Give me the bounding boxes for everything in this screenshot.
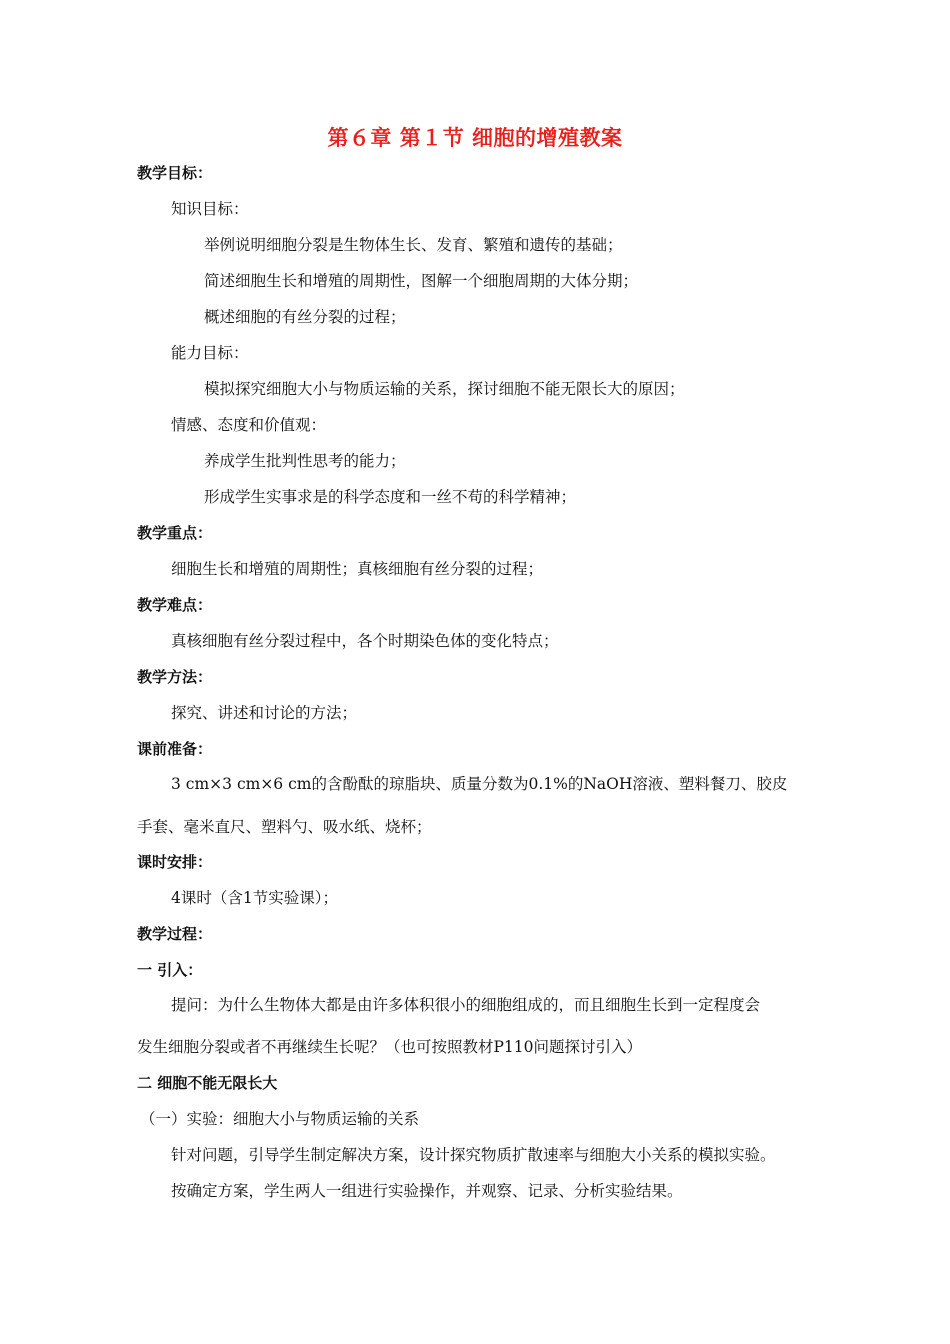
knowledge-item: 举例说明细胞分裂是生物体生长、发育、繁殖和遗传的基础；: [204, 236, 623, 254]
emotion-item: 养成学生批判性思考的能力；: [204, 452, 406, 470]
knowledge-item: 简述细胞生长和增殖的周期性，图解一个细胞周期的大体分期；: [204, 272, 639, 290]
knowledge-objectives-label: 知识目标：: [171, 200, 249, 218]
document-title: 第６章 第１节 细胞的增殖教案: [327, 126, 623, 150]
intro-heading: 一 引入：: [137, 961, 203, 979]
section2-paragraph: 按确定方案，学生两人一组进行实验操作，并观察、记录、分析实验结果。: [171, 1182, 683, 1200]
intro-text-line2: 发生细胞分裂或者不再继续生长呢？（也可按照教材P110问题探讨引入）: [137, 1038, 643, 1056]
preparation-text-line2: 手套、毫米直尺、塑料勺、吸水纸、烧杯；: [137, 818, 432, 836]
key-points-text: 细胞生长和增殖的周期性；真核细胞有丝分裂的过程；: [171, 560, 544, 578]
methods-heading: 教学方法：: [137, 668, 213, 686]
knowledge-item: 概述细胞的有丝分裂的过程；: [204, 308, 406, 326]
methods-text: 探究、讲述和讨论的方法；: [171, 704, 358, 722]
section2-heading: 二 细胞不能无限长大: [137, 1074, 278, 1092]
objectives-heading: 教学目标：: [137, 164, 213, 182]
preparation-heading: 课前准备：: [137, 740, 213, 758]
process-heading: 教学过程：: [137, 925, 213, 943]
emotion-item: 形成学生实事求是的科学态度和一丝不苟的科学精神；: [204, 488, 577, 506]
ability-item: 模拟探究细胞大小与物质运输的关系，探讨细胞不能无限长大的原因；: [204, 380, 685, 398]
schedule-text: 4课时（含1节实验课）；: [171, 889, 338, 907]
section2-paragraph: 针对问题，引导学生制定解决方案，设计探究物质扩散速率与细胞大小关系的模拟实验。: [171, 1146, 776, 1164]
key-points-heading: 教学重点：: [137, 524, 213, 542]
preparation-text-line1: 3 cm×3 cm×6 cm的含酚酞的琼脂块、质量分数为0.1%的NaOH溶液、塑料餐刀、胶皮: [171, 775, 788, 793]
difficulties-heading: 教学难点：: [137, 596, 213, 614]
schedule-heading: 课时安排：: [137, 853, 213, 871]
difficulties-text: 真核细胞有丝分裂过程中，各个时期染色体的变化特点；: [171, 632, 559, 650]
section2-subheading: （一）实验：细胞大小与物质运输的关系: [140, 1110, 420, 1128]
ability-objectives-label: 能力目标：: [171, 344, 249, 362]
intro-text-line1: 提问：为什么生物体大都是由许多体积很小的细胞组成的，而且细胞生长到一定程度会: [171, 996, 761, 1014]
emotion-objectives-label: 情感、态度和价值观：: [171, 416, 327, 434]
